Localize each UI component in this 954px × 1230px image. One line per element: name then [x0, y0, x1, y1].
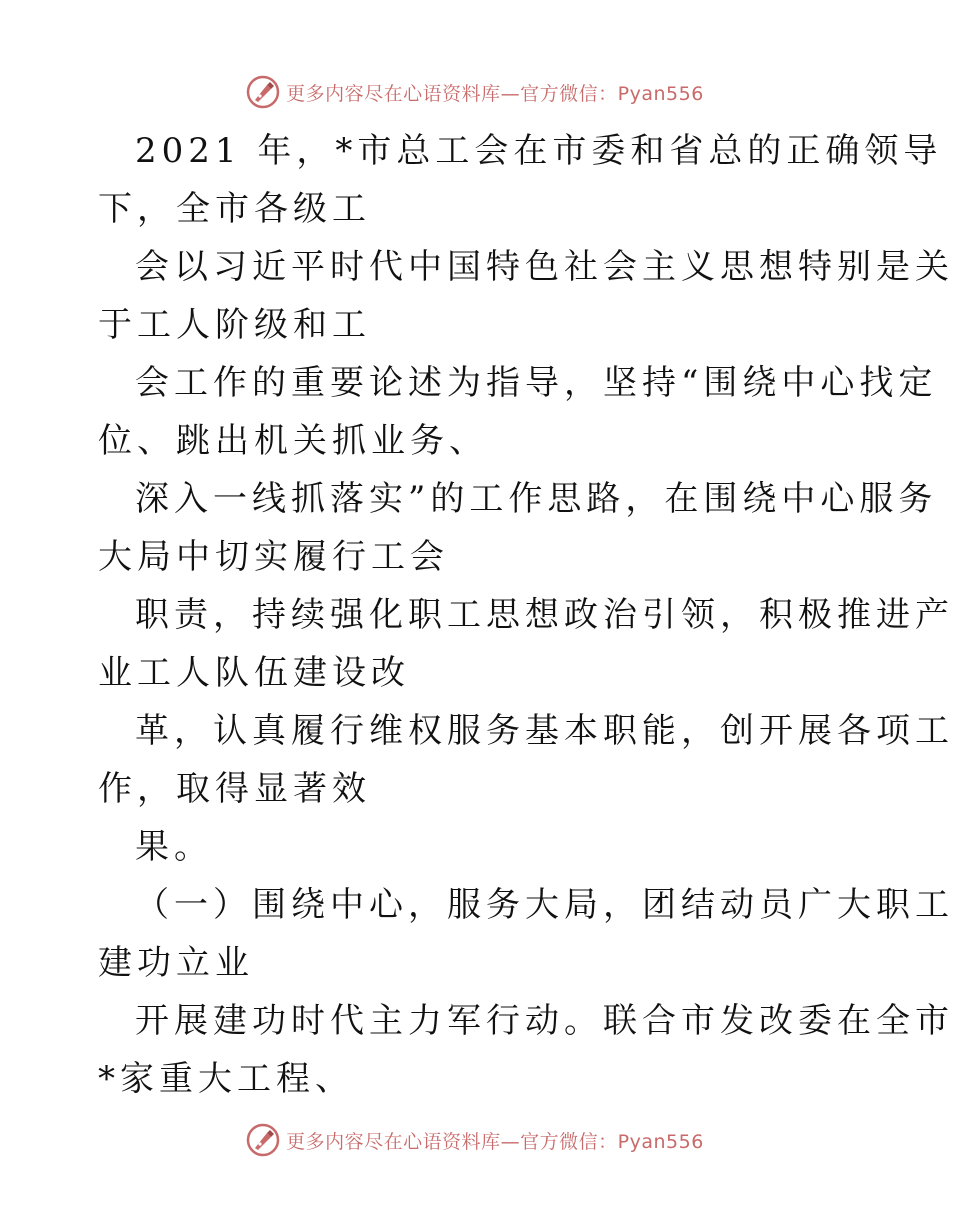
paragraph-line: 深入一线抓落实”的工作思路，在围绕中心服务 — [135, 479, 938, 519]
paragraph-line: *家重大工程、 — [98, 1059, 354, 1099]
paragraph-line: 业工人队伍建设改 — [98, 653, 410, 693]
header-watermark — [0, 72, 950, 112]
paragraph-line: 2021 年，*市总工会在市委和省总的正确领导 — [135, 131, 943, 171]
paragraph-line: 果。 — [135, 827, 213, 867]
paragraph-line: 作，取得显著效 — [98, 769, 371, 809]
watermark-text: 更多内容尽在心语资料库—官方微信：Pyan556 — [286, 82, 704, 105]
document-body — [98, 122, 954, 1108]
paragraph-line: 大局中切实履行工会 — [98, 537, 449, 577]
paragraph-line: 会工作的重要论述为指导，坚持“围绕中心找定 — [135, 363, 938, 403]
paragraph-line: 革，认真履行维权服务基本职能，创开展各项工 — [135, 711, 954, 751]
paragraph-line: 位、跳出机关抓业务、 — [98, 421, 488, 461]
section-heading: （一）围绕中心，服务大局，团结动员广大职工 — [135, 885, 954, 925]
paragraph-line: 职责，持续强化职工思想政治引领，积极推进产 — [135, 595, 954, 635]
paragraph-line: 于工人阶级和工 — [98, 305, 371, 345]
paragraph-line: 会以习近平时代中国特色社会主义思想特别是关 — [135, 247, 954, 287]
footer-watermark — [0, 1120, 950, 1160]
paragraph-line: 开展建功时代主力军行动。联合市发改委在全市 — [135, 1001, 954, 1041]
paragraph-line: 下，全市各级工 — [98, 189, 371, 229]
watermark-text: 更多内容尽在心语资料库—官方微信：Pyan556 — [286, 1130, 704, 1153]
pen-nib-logo-icon — [246, 75, 280, 109]
section-heading-continued: 建功立业 — [98, 943, 254, 983]
pen-nib-logo-icon — [246, 1123, 280, 1157]
